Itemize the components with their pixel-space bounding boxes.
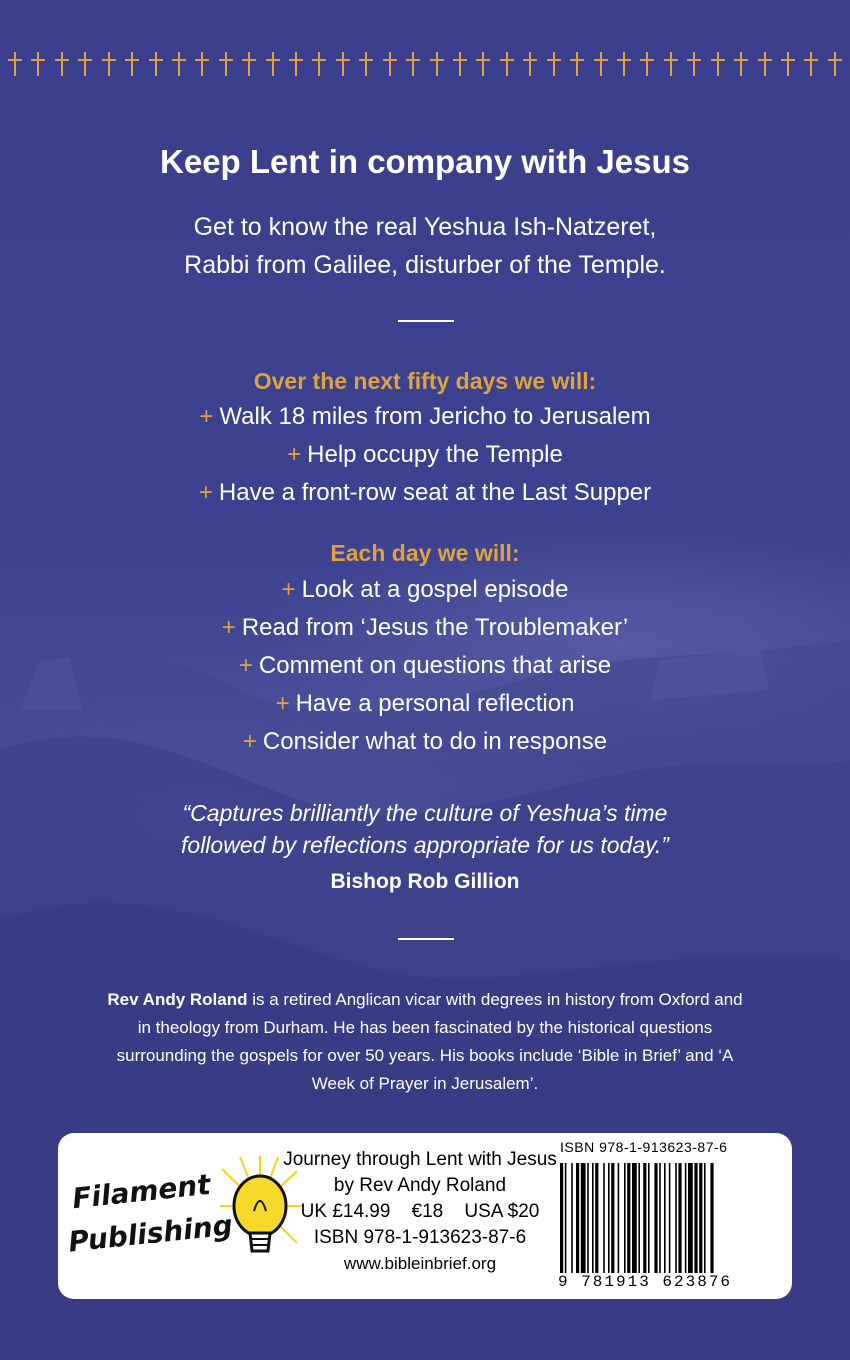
cross-icon xyxy=(640,52,654,76)
barcode-bar xyxy=(592,1163,594,1273)
publisher-panel xyxy=(58,1133,792,1299)
book-info xyxy=(270,1147,570,1277)
barcode-bar xyxy=(565,1163,567,1273)
barcode-bar xyxy=(624,1163,626,1273)
cross-icon xyxy=(102,52,116,76)
quote-author: Bishop Rob Gillion xyxy=(330,870,520,893)
cross-icon xyxy=(125,52,139,76)
cross-icon xyxy=(476,52,490,76)
section-heading-each-day: Each day we will: xyxy=(330,540,520,566)
barcode-isbn: ISBN 978-1-913623-87-6 xyxy=(560,1139,728,1155)
barcode-bar xyxy=(688,1163,693,1273)
cross-icon xyxy=(804,52,818,76)
cross-icon xyxy=(547,52,561,76)
author-bio-text: is a retired Anglican vicar with degrees in history from Oxford and in theology from Durham. He has been fascinated by the historical questions surrounding the gospels for over 50 years. His books include ‘Bible in Brief’ and ‘A Week of Prayer in Jerusalem’. xyxy=(116,990,743,1093)
barcode-bar xyxy=(611,1163,614,1273)
cross-icon xyxy=(594,52,608,76)
cross-icon xyxy=(289,52,303,76)
cross-icon xyxy=(687,52,701,76)
cross-icon xyxy=(195,52,209,76)
quote-line: followed by reflections appropriate for us today.” xyxy=(181,832,669,858)
quote-line: “Captures brilliantly the culture of Yeshua’s time xyxy=(182,800,668,826)
cross-icon xyxy=(149,52,163,76)
barcode-bar xyxy=(618,1163,620,1273)
cross-icon xyxy=(711,52,725,76)
cross-icon xyxy=(312,52,326,76)
barcode-bar xyxy=(608,1163,610,1273)
cross-icon xyxy=(453,52,467,76)
barcode-bar xyxy=(595,1163,598,1273)
divider xyxy=(398,320,454,322)
barcode-bar xyxy=(560,1163,563,1273)
each-day-list xyxy=(0,571,850,761)
barcode-bar xyxy=(571,1163,573,1273)
list-item: + Read from ‘Jesus the Troublemaker’ xyxy=(221,614,629,641)
cross-icon xyxy=(242,52,256,76)
barcode-bar xyxy=(685,1163,687,1273)
barcode-bar xyxy=(675,1163,677,1273)
list-item: + Comment on questions that arise xyxy=(238,652,612,679)
barcode-bar xyxy=(678,1163,681,1273)
cross-border xyxy=(0,52,850,82)
barcode xyxy=(558,1163,758,1275)
list-item: + Consider what to do in response xyxy=(242,728,608,755)
plus-icon: + xyxy=(199,403,214,430)
intro-text xyxy=(0,208,850,284)
intro-line: Get to know the real Yeshua Ish-Natzeret, xyxy=(193,213,657,241)
barcode-bar xyxy=(664,1163,666,1273)
book-author: by Rev Andy Roland xyxy=(333,1175,507,1196)
cross-icon xyxy=(31,52,45,76)
cross-icon xyxy=(406,52,420,76)
fifty-days-list xyxy=(0,398,850,512)
barcode-bar xyxy=(710,1163,713,1273)
plus-icon: + xyxy=(198,479,213,506)
cross-icon xyxy=(523,52,537,76)
cross-icon xyxy=(828,52,842,76)
barcode-bar xyxy=(648,1163,650,1273)
barcode-bar xyxy=(704,1163,706,1273)
list-item: + Look at a gospel episode xyxy=(281,576,569,603)
website: www.bibleinbrief.org xyxy=(343,1254,497,1273)
barcode-bar xyxy=(581,1163,586,1273)
plus-icon: + xyxy=(275,690,290,717)
cross-icon xyxy=(55,52,69,76)
cross-icon xyxy=(781,52,795,76)
plus-icon: + xyxy=(242,728,257,755)
plus-icon: + xyxy=(287,441,302,468)
barcode-bar xyxy=(587,1163,589,1273)
barcode-bar xyxy=(699,1163,702,1273)
book-isbn: ISBN 978-1-913623-87-6 xyxy=(313,1227,527,1248)
logo-text: Filament xyxy=(70,1167,213,1216)
section-heading-fifty-days: Over the next fifty days we will: xyxy=(253,368,597,394)
logo-text: Publishing xyxy=(66,1208,235,1259)
barcode-bar xyxy=(669,1163,671,1273)
author-name: Rev Andy Roland xyxy=(107,990,248,1009)
author-bio xyxy=(0,986,850,1098)
cross-icon xyxy=(336,52,350,76)
cross-icon xyxy=(172,52,186,76)
cross-icon xyxy=(734,52,748,76)
barcode-bar xyxy=(659,1163,661,1273)
barcode-bar xyxy=(638,1163,640,1273)
plus-icon: + xyxy=(281,576,296,603)
cross-icon xyxy=(617,52,631,76)
cross-icon xyxy=(383,52,397,76)
cross-icon xyxy=(664,52,678,76)
list-item: + Have a front-row seat at the Last Supper xyxy=(198,479,652,506)
list-item: + Have a personal reflection xyxy=(275,690,575,717)
cross-icon xyxy=(359,52,373,76)
cross-icon xyxy=(266,52,280,76)
list-item: + Help occupy the Temple xyxy=(287,441,563,468)
cross-icon xyxy=(8,52,22,76)
cross-icon xyxy=(430,52,444,76)
headline: Keep Lent in company with Jesus xyxy=(160,143,690,180)
cross-icon xyxy=(570,52,584,76)
plus-icon: + xyxy=(238,652,253,679)
plus-icon: + xyxy=(221,614,236,641)
book-title: Journey through Lent with Jesus xyxy=(283,1149,557,1170)
divider xyxy=(398,938,454,940)
barcode-bar xyxy=(632,1163,637,1273)
cross-icon xyxy=(758,52,772,76)
barcode-bar xyxy=(603,1163,605,1273)
intro-line: Rabbi from Galilee, disturber of the Temple. xyxy=(184,251,666,279)
barcode-bar xyxy=(643,1163,646,1273)
cross-icon xyxy=(500,52,514,76)
cross-icon xyxy=(219,52,233,76)
barcode-bar xyxy=(694,1163,697,1273)
list-item: + Walk 18 miles from Jericho to Jerusalem xyxy=(199,403,651,430)
endorsement-quote xyxy=(0,797,850,861)
barcode-digits: 9 781913 623876 xyxy=(558,1273,733,1291)
barcode-bar xyxy=(627,1163,630,1273)
barcode-bar xyxy=(654,1163,657,1273)
barcode-bar xyxy=(576,1163,579,1273)
book-price: UK £14.99 €18 USA $20 xyxy=(300,1201,540,1222)
cross-icon xyxy=(78,52,92,76)
